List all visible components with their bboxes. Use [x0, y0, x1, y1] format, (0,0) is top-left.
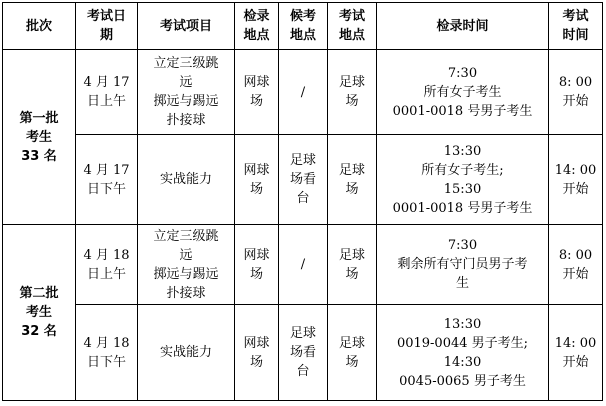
- check-location-cell: 网球 场: [235, 225, 279, 305]
- exam-time-cell: 8: 00 开始: [549, 225, 603, 305]
- header-batch: 批次: [3, 3, 76, 50]
- batch-cell: 第一批 考生 33 名: [3, 50, 76, 225]
- exam-time-cell: 14: 00 开始: [549, 305, 603, 401]
- header-check-location: 检录 地点: [235, 3, 279, 50]
- item-cell: 实战能力: [138, 135, 235, 225]
- header-check-time: 检录时间: [377, 3, 549, 50]
- batch-cell: 第二批 考生 32 名: [3, 225, 76, 401]
- exam-location-cell: 足球 场: [328, 135, 377, 225]
- check-location-cell: 网球 场: [235, 305, 279, 401]
- exam-time-cell: 8: 00 开始: [549, 50, 603, 135]
- wait-location-cell: 足球 场看 台: [279, 305, 328, 401]
- check-time-cell: 7:30 剩余所有守门员男子考 生: [377, 225, 549, 305]
- check-time-cell: 13:30 0019-0044 男子考生; 14:30 0045-0065 男子考生: [377, 305, 549, 401]
- check-location-cell: 网球 场: [235, 50, 279, 135]
- header-date: 考试日 期: [76, 3, 138, 50]
- header-exam-location: 考试 地点: [328, 3, 377, 50]
- table-row: [3, 225, 603, 305]
- exam-location-cell: 足球 场: [328, 50, 377, 135]
- item-cell: 立定三级跳 远 掷远与踢远 扑接球: [138, 225, 235, 305]
- header-row: [3, 3, 603, 50]
- date-cell: 4 月 17 日下午: [76, 135, 138, 225]
- item-cell: 实战能力: [138, 305, 235, 401]
- check-location-cell: 网球 场: [235, 135, 279, 225]
- header-exam-time: 考试 时间: [549, 3, 603, 50]
- exam-time-cell: 14: 00 开始: [549, 135, 603, 225]
- table-row: [3, 305, 603, 401]
- check-time-cell: 7:30 所有女子考生 0001-0018 号男子考生: [377, 50, 549, 135]
- date-cell: 4 月 17 日上午: [76, 50, 138, 135]
- wait-location-cell: /: [279, 225, 328, 305]
- table-row: [3, 50, 603, 135]
- date-cell: 4 月 18 日上午: [76, 225, 138, 305]
- date-cell: 4 月 18 日下午: [76, 305, 138, 401]
- wait-location-cell: 足球 场看 台: [279, 135, 328, 225]
- wait-location-cell: /: [279, 50, 328, 135]
- check-time-cell: 13:30 所有女子考生; 15:30 0001-0018 号男子考生: [377, 135, 549, 225]
- header-wait-location: 候考 地点: [279, 3, 328, 50]
- exam-location-cell: 足球 场: [328, 305, 377, 401]
- table-row: [3, 135, 603, 225]
- exam-schedule-table: [2, 2, 603, 401]
- item-cell: 立定三级跳 远 掷远与踢远 扑接球: [138, 50, 235, 135]
- exam-location-cell: 足球 场: [328, 225, 377, 305]
- header-item: 考试项目: [138, 3, 235, 50]
